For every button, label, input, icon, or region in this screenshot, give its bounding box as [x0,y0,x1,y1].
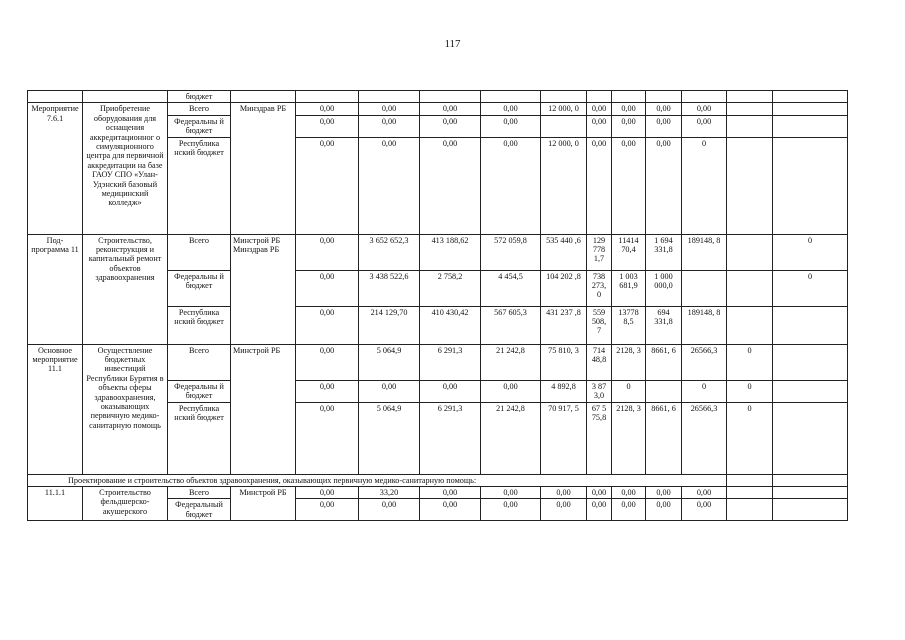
value-cell [773,499,848,521]
value-cell [773,487,848,499]
value-cell: 3 438 522,6 [359,270,420,306]
measure-name: Приобретение оборудования для оснащения аккредитационног о симуляционного центра для первичной аккредитации на базе ГАОУ СПО «Улан-Удэнский базовый медицинский колледж» [83,103,168,234]
value-cell [727,270,773,306]
value-cell: 0,00 [612,115,646,137]
cell [28,91,83,103]
value-cell: 67 5 75,8 [587,402,612,474]
funding-cell: Федеральный бюджет [168,499,231,521]
value-cell [773,115,848,137]
value-cell: 0,00 [541,499,587,521]
value-cell: 0 [727,344,773,380]
value-cell: 0,00 [359,499,420,521]
measure-name: Осуществление бюджетных инвестиций Республики Бурятия в объекты сферы здравоохранения, оказывающих первичную медико- санитарную помощь [83,344,168,474]
value-cell: 0,00 [296,402,359,474]
table-row [28,234,848,270]
value-cell: 0,00 [481,115,541,137]
value-cell: 0,00 [646,103,682,115]
value-cell: 0,00 [359,380,420,402]
cell [727,474,773,486]
value-cell: 0,00 [420,103,481,115]
value-cell: 189148, 8 [682,234,727,270]
value-cell: 0,00 [359,103,420,115]
value-cell: 431 237 ,8 [541,306,587,344]
value-cell: 0 [612,380,646,402]
value-cell [773,380,848,402]
value-cell: 0,00 [587,103,612,115]
value-cell: 0,00 [420,487,481,499]
measure-name: Строительство фельдшерско- акушерского [83,487,168,521]
value-cell: 33,20 [359,487,420,499]
value-cell: 0,00 [481,380,541,402]
value-cell: 21 242,8 [481,402,541,474]
value-cell: 5 064,9 [359,344,420,380]
measure-code: Основное мероприятие 11.1 [28,344,83,474]
value-cell: 129 778 1,7 [587,234,612,270]
value-cell: 26566,3 [682,344,727,380]
value-cell [727,115,773,137]
value-cell: 6 291,3 [420,402,481,474]
value-cell: 0,00 [296,137,359,234]
value-cell [646,380,682,402]
value-cell: 0,00 [612,137,646,234]
funding-cell: Всего [168,234,231,270]
value-cell [727,137,773,234]
budget-table [27,90,848,521]
value-cell: 4 454,5 [481,270,541,306]
value-cell [727,499,773,521]
value-cell: 0,00 [682,499,727,521]
funding-cell: Республика нский бюджет [168,306,231,344]
value-cell: 0,00 [481,103,541,115]
value-cell: 410 430,42 [420,306,481,344]
value-cell: 0,00 [612,487,646,499]
value-cell [773,402,848,474]
value-cell: 0,00 [587,115,612,137]
measure-code: 11.1.1 [28,487,83,521]
value-cell: 0,00 [587,499,612,521]
value-cell: 104 202 ,8 [541,270,587,306]
funding-cell: Всего [168,103,231,115]
value-cell: 2128, 3 [612,402,646,474]
table-row [28,91,848,103]
value-cell [773,344,848,380]
value-cell: 0,00 [296,306,359,344]
value-cell: 1 694 331,8 [646,234,682,270]
funding-cell: бюджет [168,91,231,103]
value-cell: 2128, 3 [612,344,646,380]
value-cell: 0,00 [646,115,682,137]
value-cell: 12 000, 0 [541,137,587,234]
value-cell: 1 003 681,9 [612,270,646,306]
value-cell: 0,00 [481,487,541,499]
value-cell: 3 652 652,3 [359,234,420,270]
value-cell [773,103,848,115]
value-cell: 75 810, 3 [541,344,587,380]
value-cell: 0,00 [296,344,359,380]
value-cell: 8661, 6 [646,402,682,474]
value-cell: 26566,3 [682,402,727,474]
value-cell: 21 242,8 [481,344,541,380]
value-cell: 0,00 [296,115,359,137]
value-cell: 5 064,9 [359,402,420,474]
value-cell: 0,00 [420,137,481,234]
table-row [28,344,848,380]
value-cell: 13778 8,5 [612,306,646,344]
table-row [28,487,848,499]
funding-cell: Всего [168,344,231,380]
value-cell: 0,00 [481,499,541,521]
value-cell: 0,00 [682,487,727,499]
value-cell: 0,00 [296,499,359,521]
value-cell: 1 000 000,0 [646,270,682,306]
executor-cell: Минстрой РБ [231,487,296,521]
measure-code: Мероприятие 7.6.1 [28,103,83,234]
value-cell: 0,00 [420,380,481,402]
value-cell: 567 605,3 [481,306,541,344]
value-cell: 4 892,8 [541,380,587,402]
value-cell [773,306,848,344]
value-cell: 189148, 8 [682,306,727,344]
value-cell: 0,00 [481,137,541,234]
executor-cell: Минстрой РБ [231,344,296,474]
cell [83,91,168,103]
cell [773,474,848,486]
value-cell: 0,00 [296,234,359,270]
value-cell: 0,00 [420,115,481,137]
value-cell: 11414 70,4 [612,234,646,270]
value-cell [727,234,773,270]
value-cell: 0,00 [612,499,646,521]
value-cell: 0,00 [296,487,359,499]
measure-code: Под- программа 11 [28,234,83,344]
value-cell: 0,00 [646,499,682,521]
value-cell: 214 129,70 [359,306,420,344]
value-cell: 0,00 [541,487,587,499]
table-row [28,103,848,115]
funding-cell: Федеральны й бюджет [168,115,231,137]
executor-cell: Минздрав РБ [231,103,296,234]
value-cell: 0,00 [587,487,612,499]
value-cell: 0 [682,380,727,402]
value-cell: 2 758,2 [420,270,481,306]
page-number: 117 [444,38,461,50]
value-cell: 0,00 [296,103,359,115]
value-cell: 572 059,8 [481,234,541,270]
value-cell [727,103,773,115]
value-cell: 0,00 [612,103,646,115]
value-cell [773,137,848,234]
funding-cell: Всего [168,487,231,499]
value-cell: 0 [682,137,727,234]
value-cell: 0,00 [296,270,359,306]
value-cell: 0,00 [359,115,420,137]
measure-name: Строительство, реконструкция и капитальный ремонт объектов здравоохранения [83,234,168,344]
section-heading: Проектирование и строительство объектов здравоохранения, оказывающих первичную медико-санитарную помощь: [28,474,727,486]
value-cell [727,487,773,499]
value-cell: 0,00 [359,137,420,234]
funding-cell: Республика нский бюджет [168,402,231,474]
funding-cell: Федеральны й бюджет [168,380,231,402]
value-cell: 0,00 [587,137,612,234]
value-cell: 8661, 6 [646,344,682,380]
value-cell: 0,00 [682,115,727,137]
value-cell: 70 917, 5 [541,402,587,474]
value-cell: 0 [727,402,773,474]
value-cell: 0 [773,234,848,270]
value-cell: 0,00 [646,487,682,499]
value-cell: 694 331,8 [646,306,682,344]
value-cell: 0,00 [646,137,682,234]
value-cell: 413 188,62 [420,234,481,270]
value-cell: 0,00 [420,499,481,521]
value-cell: 738 273, 0 [587,270,612,306]
value-cell: 559 508, 7 [587,306,612,344]
value-cell: 6 291,3 [420,344,481,380]
value-cell: 0,00 [296,380,359,402]
value-cell: 12 000, 0 [541,103,587,115]
executor-cell: Минстрой РБ Минздрав РБ [231,234,296,344]
value-cell: 3 87 3,0 [587,380,612,402]
value-cell: 0,00 [682,103,727,115]
value-cell: 0 [727,380,773,402]
value-cell: 714 48,8 [587,344,612,380]
value-cell: 0 [773,270,848,306]
value-cell [541,115,587,137]
table-row [28,474,848,486]
value-cell [727,306,773,344]
funding-cell: Республика нский бюджет [168,137,231,234]
value-cell [682,270,727,306]
value-cell: 535 440 ,6 [541,234,587,270]
funding-cell: Федеральны й бюджет [168,270,231,306]
